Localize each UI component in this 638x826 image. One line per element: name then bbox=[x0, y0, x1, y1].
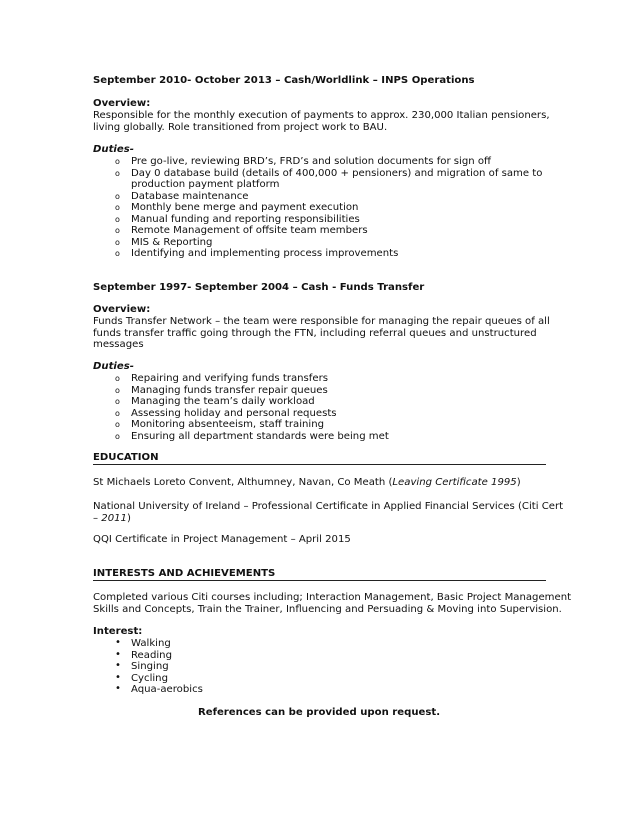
education-item-continuation: – 2011) bbox=[93, 513, 131, 524]
job1-duties-label: Duties- bbox=[93, 144, 134, 155]
job2-overview-line: funds transfer traffic going through the FTN, including referral queues and unstructured bbox=[93, 328, 537, 339]
job2-overview-label: Overview: bbox=[93, 304, 151, 315]
duty-item: o Assessing holiday and personal requests bbox=[115, 407, 337, 419]
interest-label: Interest: bbox=[93, 626, 143, 637]
circle-bullet-icon: o bbox=[115, 397, 120, 406]
circle-bullet-icon: o bbox=[115, 191, 120, 201]
circle-bullet-icon: o bbox=[115, 420, 120, 429]
job1-overview-label: Overview: bbox=[93, 98, 151, 109]
duty-item: o Identifying and implementing process improvements bbox=[115, 248, 399, 259]
job2-overview-line: messages bbox=[93, 339, 144, 350]
interest-item: • Aqua-aerobics bbox=[115, 683, 203, 695]
interests-summary-line: Skills and Concepts, Train the Trainer, Influencing and Persuading & Moving into Supervision. bbox=[93, 604, 562, 615]
job2-duties-label: Duties- bbox=[93, 361, 134, 372]
circle-bullet-icon: o bbox=[115, 249, 120, 258]
bullet-icon: • bbox=[115, 683, 121, 694]
duty-item: o Manual funding and reporting responsibilities bbox=[115, 213, 360, 225]
circle-bullet-icon: o bbox=[115, 214, 120, 224]
education-divider bbox=[93, 464, 546, 465]
interest-item: • Cycling bbox=[115, 671, 168, 684]
job1-heading: September 2010- October 2013 – Cash/Worldlink – INPS Operations bbox=[93, 75, 475, 86]
bullet-icon: • bbox=[115, 660, 121, 671]
job2-duties-list bbox=[93, 373, 548, 442]
job2-heading: September 1997- September 2004 – Cash - Funds Transfer bbox=[93, 282, 425, 293]
circle-bullet-icon: o bbox=[115, 431, 120, 441]
duty-item: o Day 0 database build (details of 400,000 + pensioners) and migration of same to bbox=[115, 167, 543, 179]
duty-item: o Monthly bene merge and payment execution bbox=[115, 202, 359, 213]
circle-bullet-icon: o bbox=[115, 374, 120, 383]
circle-bullet-icon: o bbox=[115, 385, 120, 395]
bullet-icon: • bbox=[115, 648, 121, 660]
job1-overview-line: living globally. Role transitioned from project work to BAU. bbox=[93, 122, 388, 133]
education-heading: EDUCATION bbox=[93, 452, 159, 463]
circle-bullet-icon: o bbox=[115, 226, 120, 235]
references-note: References can be provided upon request. bbox=[197, 707, 441, 718]
duty-item: o Monitoring absenteeism, staff training bbox=[115, 419, 325, 430]
interest-item: • Singing bbox=[115, 660, 169, 672]
education-item: QQI Certificate in Project Management – April 2015 bbox=[93, 534, 351, 545]
interests-list bbox=[93, 638, 548, 696]
bullet-icon: • bbox=[115, 637, 121, 648]
circle-bullet-icon: o bbox=[115, 157, 120, 166]
education-item: National University of Ireland – Professional Certificate in Applied Financial Services (Citi Cert bbox=[93, 501, 564, 512]
interest-item: • Walking bbox=[115, 637, 171, 649]
interests-divider bbox=[93, 580, 546, 581]
duty-item: o Database maintenance bbox=[115, 190, 249, 202]
duty-item: o Ensuring all department standards were being met bbox=[115, 430, 389, 442]
circle-bullet-icon: o bbox=[115, 237, 120, 247]
duty-item: o Managing the team’s daily workload bbox=[115, 396, 315, 407]
interest-item: • Reading bbox=[115, 648, 172, 661]
job1-duties-list bbox=[93, 156, 548, 260]
interests-summary-line: Completed various Citi courses including; Interaction Management, Basic Project Management bbox=[93, 592, 572, 603]
job2-overview-line: Funds Transfer Network – the team were responsible for managing the repair queues of all bbox=[93, 316, 550, 327]
circle-bullet-icon: o bbox=[115, 168, 120, 178]
duty-item: o MIS & Reporting bbox=[115, 236, 213, 248]
circle-bullet-icon: o bbox=[115, 408, 120, 418]
duty-item: o Managing funds transfer repair queues bbox=[115, 384, 328, 396]
job1-overview-line: Responsible for the monthly execution of payments to approx. 230,000 Italian pensioners, bbox=[93, 110, 550, 121]
circle-bullet-icon: o bbox=[115, 203, 120, 212]
duty-item: o Pre go-live, reviewing BRD’s, FRD’s and solution documents for sign off bbox=[115, 156, 492, 167]
education-item: St Michaels Loreto Convent, Althumney, Navan, Co Meath (Leaving Certificate 1995) bbox=[93, 477, 521, 488]
interests-heading: INTERESTS AND ACHIEVEMENTS bbox=[93, 568, 276, 579]
duty-item-continuation: production payment platform bbox=[131, 179, 280, 190]
duty-item: o Remote Management of offsite team members bbox=[115, 225, 368, 236]
bullet-icon: • bbox=[115, 671, 121, 683]
duty-item: o Repairing and verifying funds transfers bbox=[115, 373, 328, 384]
